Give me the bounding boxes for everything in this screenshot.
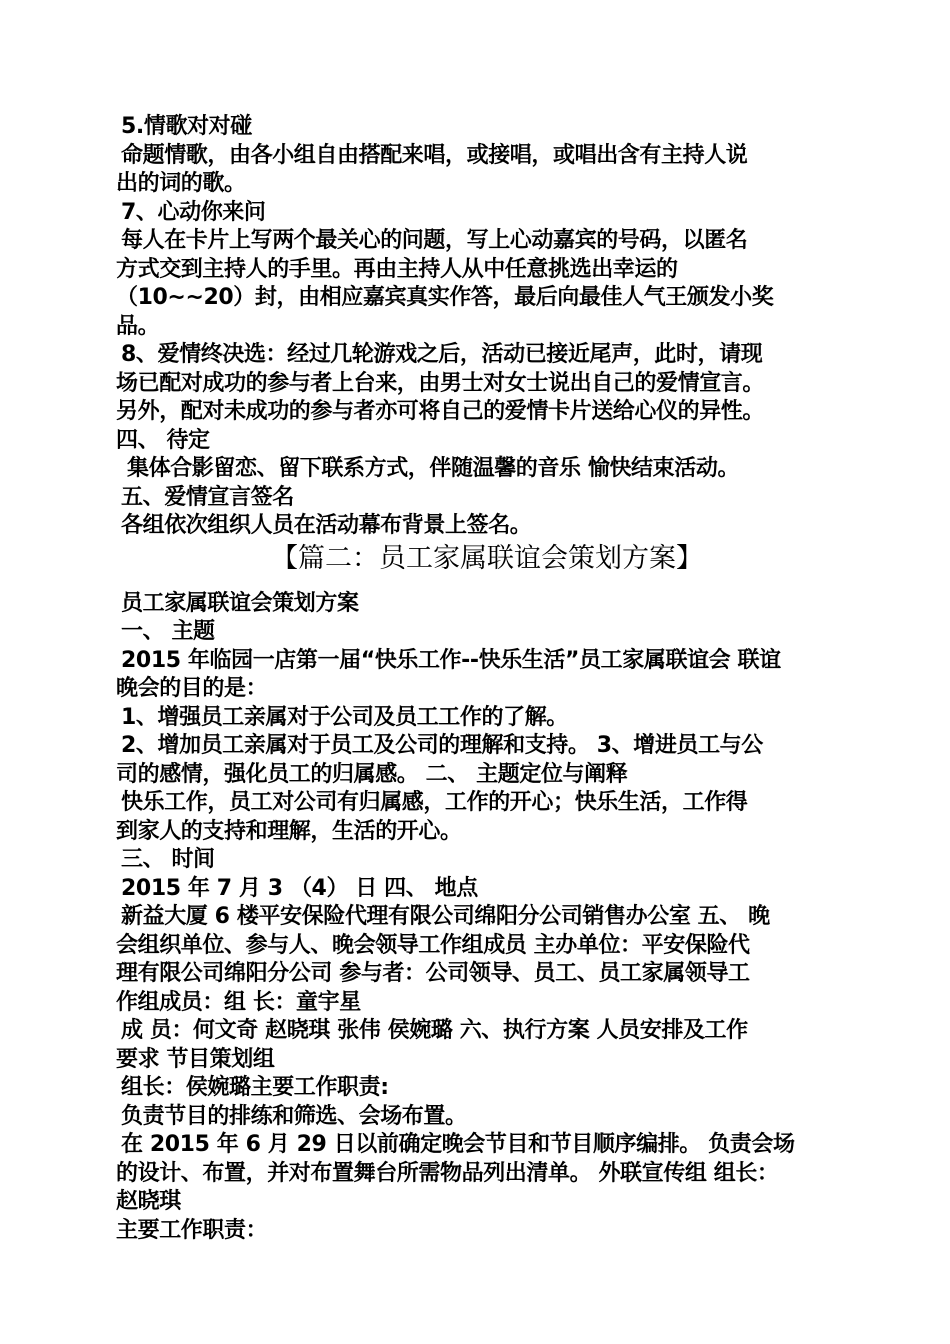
text-line: （10~~20）封，由相应嘉宾真实作答，最后向最佳人气王颁发小奖 bbox=[116, 285, 774, 310]
text-line: 四、 待定 bbox=[116, 427, 210, 453]
text-line: 集体合影留恋、留下联系方式，伴随温馨的音乐 愉快结束活动。 bbox=[127, 456, 740, 481]
text-line: 1、增强员工亲属对于公司及员工工作的了解。 bbox=[121, 704, 568, 730]
text-line: 场已配对成功的参与者上台来，由男士对女士说出自己的爱情宣言。 bbox=[116, 370, 765, 396]
text-line: 另外，配对未成功的参与者亦可将自己的爱情卡片送给心仪的异性。 bbox=[116, 399, 765, 424]
text-line: 会组织单位、参与人、晚会领导工作组成员 主办单位：平安保险代 bbox=[116, 932, 750, 958]
text-line: 5.情歌对对碰 bbox=[121, 114, 252, 139]
text-line: 品。 bbox=[116, 313, 160, 339]
text-line: 晚会的目的是： bbox=[116, 676, 268, 701]
text-line: 作组成员：组 长：童宇星 bbox=[116, 989, 361, 1015]
text-line: 8、爱情终决选：经过几轮游戏之后，活动已接近尾声，此时，请现 bbox=[121, 342, 763, 367]
text-line: 2、增加员工亲属对于员工及公司的理解和支持。 3、增进员工与公 bbox=[121, 733, 763, 758]
document-page bbox=[116, 113, 836, 1245]
text-line: 成 员：何文奇 赵晓琪 张伟 侯婉璐 六、执行方案 人员安排及工作 bbox=[121, 1018, 748, 1043]
text-line: 负责节目的排练和筛选、会场布置。 bbox=[121, 1103, 467, 1129]
text-line: 2015 年临园一店第一届“快乐工作--快乐生活”员工家属联谊会 联谊 bbox=[121, 647, 781, 673]
text-line: 2015 年 7 月 3 （4） 日 四、 地点 bbox=[121, 875, 478, 901]
text-line: 三、 时间 bbox=[121, 847, 215, 872]
text-line: 司的感情，强化员工的归属感。 二、 主题定位与阐释 bbox=[116, 761, 628, 787]
text-line: 组长：侯婉璐主要工作职责: bbox=[121, 1075, 389, 1100]
text-line: 一、 主题 bbox=[121, 619, 215, 644]
text-line: 主要工作职责： bbox=[116, 1217, 268, 1243]
text-line: 到家人的支持和理解，生活的开心。 bbox=[116, 818, 462, 844]
text-line: 各组依次组织人员在活动幕布背景上签名。 bbox=[121, 513, 532, 538]
text-line: 新益大厦 6 楼平安保险代理有限公司绵阳分公司销售办公室 五、 晚 bbox=[121, 904, 770, 929]
text-line: 要求 节目策划组 bbox=[116, 1046, 275, 1072]
text-line: 员工家属联谊会策划方案 bbox=[121, 590, 359, 616]
text-line: 出的词的歌。 bbox=[116, 171, 246, 196]
text-line: 快乐工作，员工对公司有归属感，工作的开心；快乐生活，工作得 bbox=[121, 790, 748, 815]
text-line: 的设计、布置，并对布置舞台所需物品列出清单。 外联宣传组 组长： bbox=[116, 1160, 779, 1186]
text-line: 五、爱情宣言签名 bbox=[121, 484, 294, 510]
text-line: 7、心动你来问 bbox=[121, 199, 266, 225]
section-heading: 【篇二：员工家属联谊会策划方案】 bbox=[271, 542, 703, 574]
text-line: 每人在卡片上写两个最关心的问题，写上心动嘉宾的号码，以匿名 bbox=[121, 228, 748, 253]
text-line: 在 2015 年 6 月 29 日以前确定晚会节目和节目顺序编排。 负责会场 bbox=[121, 1132, 795, 1157]
text-line: 理有限公司绵阳分公司 参与者：公司领导、员工、员工家属领导工 bbox=[116, 961, 750, 986]
text-line: 命题情歌，由各小组自由搭配来唱，或接唱，或唱出含有主持人说 bbox=[121, 142, 748, 168]
text-line: 赵晓琪 bbox=[116, 1189, 181, 1214]
text-line: 方式交到主持人的手里。再由主持人从中任意挑选出幸运的 bbox=[116, 256, 678, 282]
